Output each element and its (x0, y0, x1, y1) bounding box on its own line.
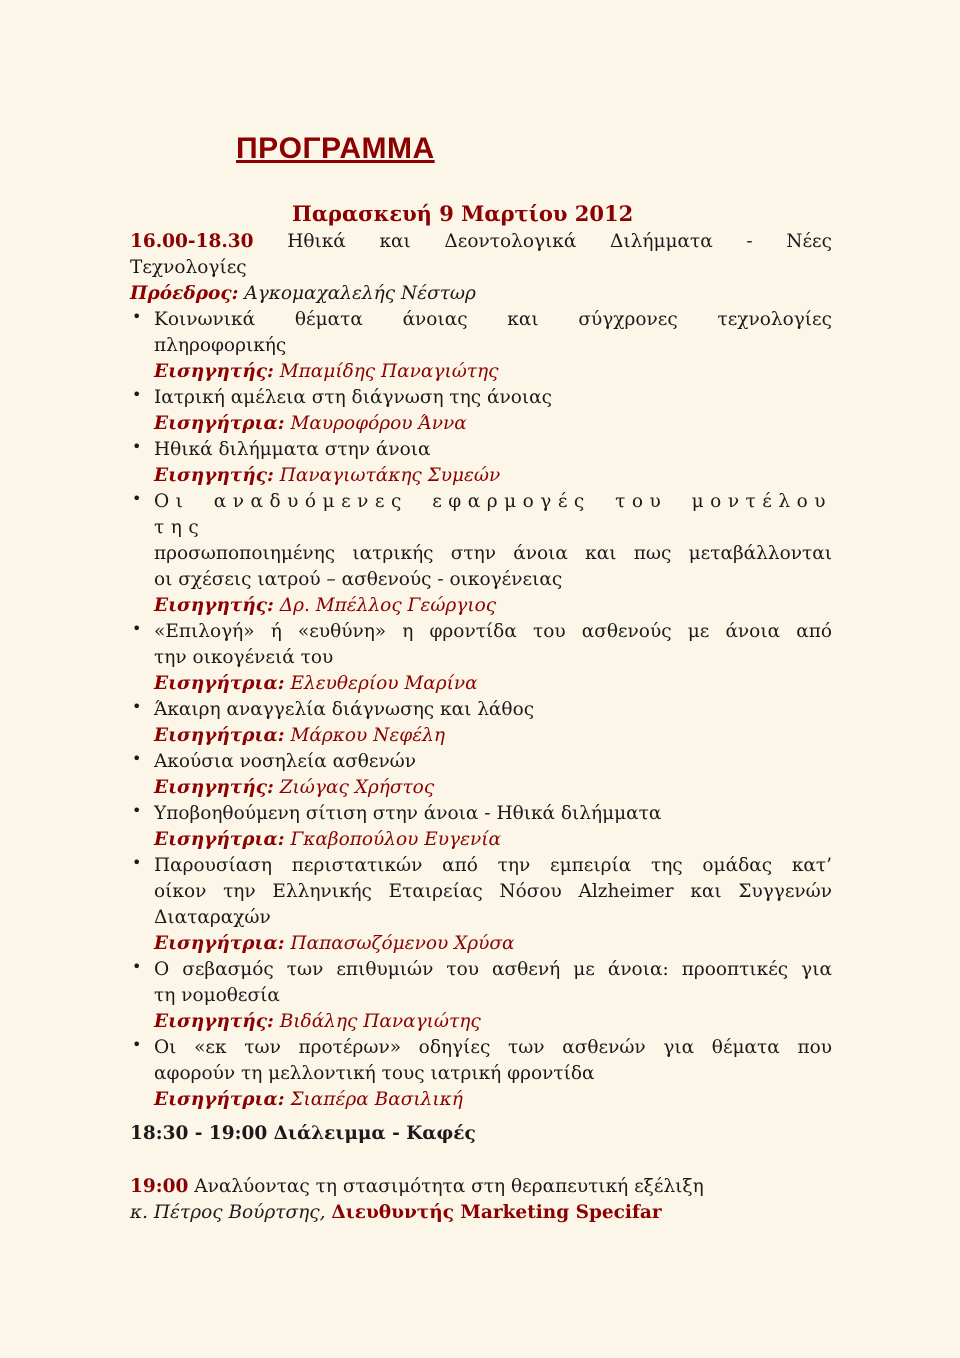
talk-title-line: • Οι «εκ των προτέρων» οδηγίες των ασθενών για θέματα που (154, 1037, 832, 1058)
talk-title-line: πληροφορικής (154, 335, 287, 356)
speaker-role: Εισηγήτρια: (154, 673, 285, 694)
speaker-role: Εισηγητής: (154, 1011, 274, 1032)
talk-title-line: Διαταραχών (154, 907, 271, 928)
talk-item (130, 801, 832, 853)
talk-speaker (154, 1009, 832, 1035)
break-line (130, 1121, 832, 1147)
talk-title-line: • Οι αναδυόμενες εφαρμογές του μοντέλου της (154, 491, 832, 538)
talk-speaker (154, 411, 832, 437)
closing-line (130, 1174, 832, 1200)
talk-item (130, 307, 832, 385)
closing-speaker: κ. Πέτρος Βούρτσης, (130, 1202, 326, 1223)
session-time: 16.00-18.30 (130, 231, 254, 252)
speaker-role: Εισηγήτρια: (154, 1089, 285, 1110)
talk-title-line: προσωποποιημένης ιατρικής στην άνοια και πως μεταβάλλονται (154, 543, 832, 564)
speaker-role: Εισηγητής: (154, 361, 274, 382)
speaker-name: Παναγιωτάκης Συμεών (279, 465, 501, 486)
closing-speaker-line (130, 1200, 832, 1226)
session-heading (130, 229, 832, 255)
talk-item (130, 957, 832, 1035)
session-block (130, 229, 832, 1223)
chair-name: Αγκομαχαλελής Νέστωρ (244, 283, 476, 304)
speaker-name: Ελευθερίου Μαρίνα (290, 673, 478, 694)
speaker-role: Εισηγήτρια: (154, 933, 285, 954)
speaker-role: Εισηγητής: (154, 465, 274, 486)
talk-title-line: • Ιατρική αμέλεια στη διάγνωση της άνοιας (154, 387, 552, 408)
program-date: Παρασκευή 9 Μαρτίου 2012 (292, 201, 634, 226)
talk-title-line: αφορούν τη μελλοντική τους ιατρική φροντίδα (154, 1063, 595, 1084)
speaker-name: Σιαπέρα Βασιλική (290, 1089, 463, 1110)
talk-item (130, 437, 832, 489)
talk-item (130, 489, 832, 619)
talk-title-line: • Υποβοηθούμενη σίτιση στην άνοια - Ηθικά διλήμματα (154, 803, 662, 824)
talk-item (130, 749, 832, 801)
talk-title-line: οίκον την Ελληνικής Εταιρείας Νόσου Alzheimer και Συγγενών (154, 881, 832, 902)
break-text: 18:30 - 19:00 Διάλειμμα - Καφές (130, 1123, 476, 1144)
talk-title-line: • «Επιλογή» ή «ευθύνη» η φροντίδα του ασθενούς με άνοια από (154, 621, 832, 642)
talk-item (130, 853, 832, 957)
chair-label: Πρόεδρος: (130, 283, 239, 304)
talk-title-line: τη νομοθεσία (154, 985, 280, 1006)
speaker-name: Βιδάλης Παναγιώτης (279, 1011, 481, 1032)
talk-speaker (154, 463, 832, 489)
speaker-role: Εισηγητής: (154, 777, 274, 798)
speaker-name: Μαυροφόρου Άννα (290, 413, 467, 434)
speaker-name: Ζιώγας Χρήστος (279, 777, 435, 798)
talk-speaker (154, 671, 832, 697)
session-topic-cont: Τεχνολογίες (130, 257, 247, 278)
speaker-role: Εισηγήτρια: (154, 413, 285, 434)
talk-speaker (154, 775, 832, 801)
talk-speaker (154, 593, 832, 619)
speaker-name: Μπαμίδης Παναγιώτης (279, 361, 499, 382)
speaker-name: Δρ. Μπέλλος Γεώργιος (279, 595, 497, 616)
speaker-name: Γκαβοπούλου Ευγενία (290, 829, 502, 850)
speaker-role: Εισηγήτρια: (154, 725, 285, 746)
talk-list (130, 307, 832, 1113)
closing-block (130, 1174, 832, 1226)
talk-speaker (154, 827, 832, 853)
talk-title-line: • Ακούσια νοσηλεία ασθενών (154, 751, 417, 772)
closing-speaker-role: Διευθυντής Marketing Specifar (331, 1202, 662, 1223)
talk-title-line: την οικογένειά του (154, 647, 334, 668)
talk-item (130, 697, 832, 749)
closing-time: 19:00 (130, 1176, 189, 1197)
talk-title-line: • Άκαιρη αναγγελία διάγνωσης και λάθος (154, 699, 535, 720)
speaker-role: Εισηγήτρια: (154, 829, 285, 850)
talk-title-line: • Παρουσίαση περιστατικών από την εμπειρία της ομάδας κατ’ (154, 855, 832, 876)
talk-title-line: • Ηθικά διλήμματα στην άνοια (154, 439, 431, 460)
page-title: ΠΡΟΓΡΑΜΜΑ (236, 132, 435, 165)
speaker-role: Εισηγητής: (154, 595, 274, 616)
talk-speaker (154, 931, 832, 957)
talk-title-line: • Ο σεβασμός των επιθυμιών του ασθενή με άνοια: προοπτικές για (154, 959, 832, 980)
talk-speaker (154, 723, 832, 749)
talk-speaker (154, 1087, 832, 1113)
talk-item (130, 385, 832, 437)
session-chair (130, 281, 832, 307)
talk-speaker (154, 359, 832, 385)
speaker-name: Παπασωζόμενου Χρύσα (290, 933, 515, 954)
talk-title-line: οι σχέσεις ιατρού – ασθενούς - οικογένειας (154, 569, 563, 590)
closing-title: Αναλύοντας τη στασιμότητα στη θεραπευτική εξέλιξη (194, 1176, 704, 1197)
talk-item (130, 1035, 832, 1113)
talk-item (130, 619, 832, 697)
session-topic: Ηθικά και Δεοντολογικά Διλήμματα - Νέες (287, 231, 832, 252)
speaker-name: Μάρκου Νεφέλη (290, 725, 445, 746)
talk-title-line: • Κοινωνικά θέματα άνοιας και σύγχρονες τεχνολογίες (154, 309, 832, 330)
